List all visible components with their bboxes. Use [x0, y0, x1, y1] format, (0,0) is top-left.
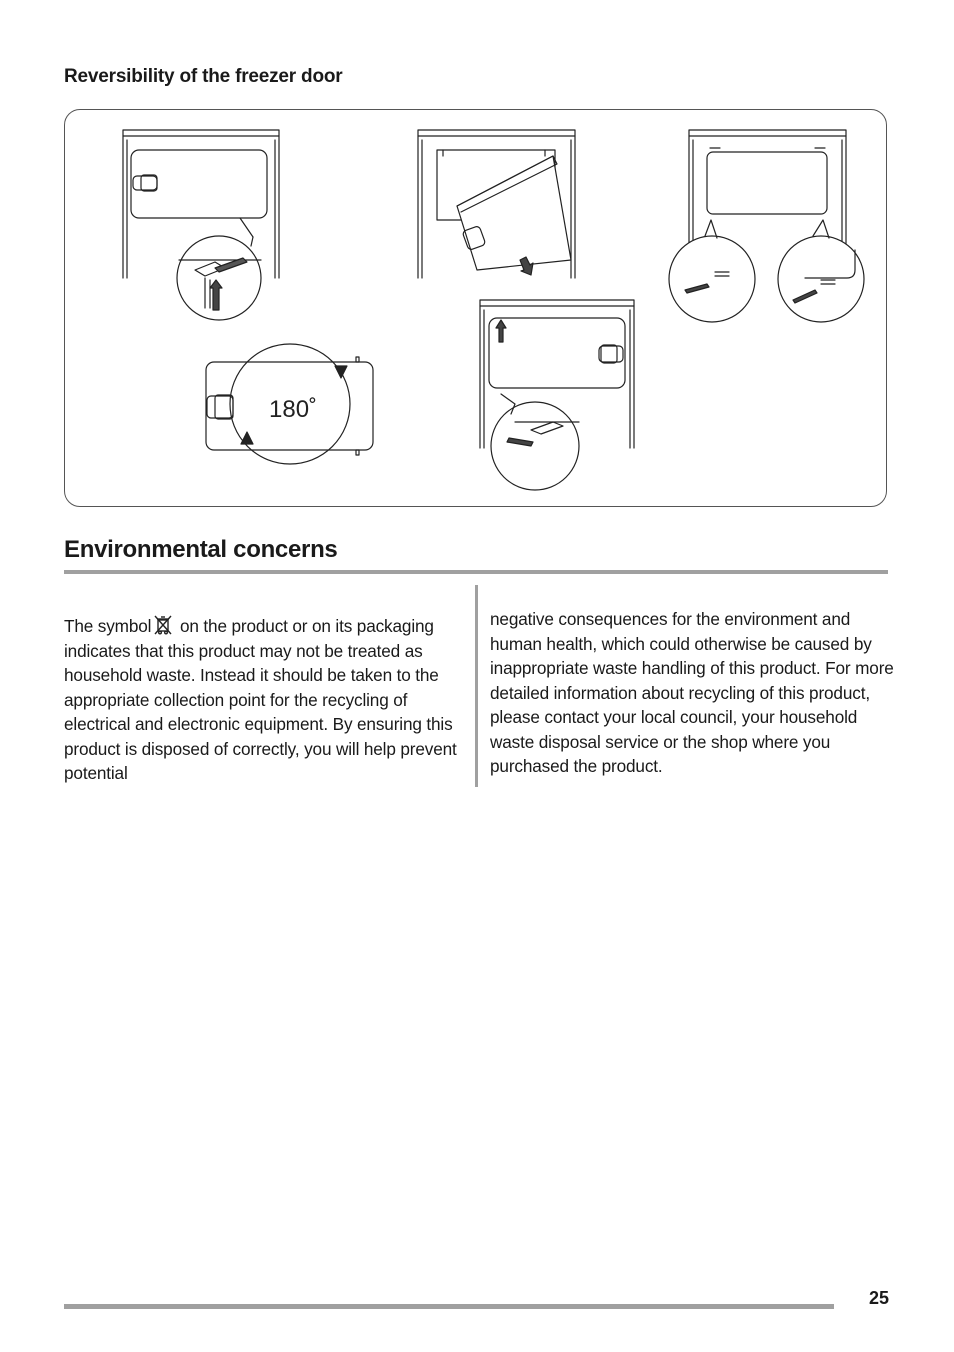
environment-paragraph-right: negative consequences for the environment and human health, which could otherwise be caused by inappropriate waste handling of this product. For more detailed information about recycling of this product, please contact your local council, your household waste disposal service or the shop where you purchased the product. [490, 609, 894, 776]
section-divider [64, 570, 888, 574]
step3-illustration [669, 130, 864, 322]
crossed-out-wheelie-bin-icon [153, 615, 173, 635]
door-reversal-figure [64, 109, 887, 507]
step5-illustration [480, 300, 634, 490]
column-divider [475, 585, 478, 787]
rotate-180-illustration [206, 344, 373, 464]
environment-paragraph-left [64, 614, 469, 786]
rotation-label: 180˚ [269, 396, 318, 423]
reversibility-heading: Reversibility of the freezer door [64, 66, 343, 87]
paragraph-left-start: The symbol [64, 616, 152, 636]
page-number: 25 [869, 1288, 890, 1308]
environmental-concerns-heading: Environmental concerns [64, 536, 338, 563]
footer-rule [64, 1304, 834, 1309]
step2-illustration [418, 130, 575, 278]
paragraph-left-rest: on the product or on its packaging indicates that this product may not be treated as household waste. Instead it should be taken to the appropriate collection point for the recycling of electrical and electronic equipment. By ensuring this product is disposed of correctly, you will help prevent potential [64, 616, 457, 783]
step1-illustration [123, 130, 279, 320]
